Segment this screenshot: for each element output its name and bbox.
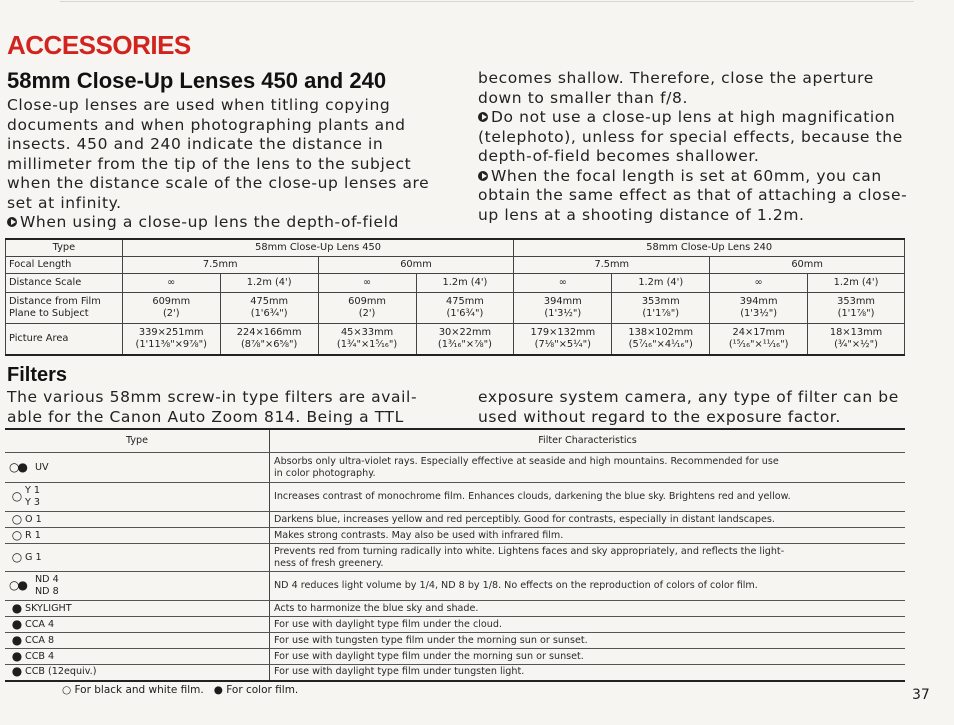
filter-type-cell bbox=[5, 665, 270, 681]
close-up-intro-left bbox=[7, 96, 437, 233]
characteristic-line: Acts to harmonize the blue sky and shade. bbox=[274, 602, 479, 614]
filter-characteristic-cell bbox=[270, 453, 906, 483]
text-line: insects. 450 and 240 indicate the distance in bbox=[7, 135, 384, 153]
bw-and-color-marker-icon: ○● bbox=[9, 578, 26, 592]
page-heading: ACCESSORIES bbox=[7, 30, 191, 60]
bw-film-marker-icon: ○ bbox=[11, 527, 23, 542]
picture-area-cell: 18×13mm (¾"×½") bbox=[808, 324, 905, 356]
bw-film-marker-icon: ○ bbox=[11, 511, 23, 526]
filter-names bbox=[25, 530, 41, 542]
filter-type-cell bbox=[5, 633, 270, 649]
characteristic-line: Prevents red from turning radically into white. Lightens faces and sky appropriately, and reflects the light- bbox=[274, 545, 785, 557]
filter-characteristic-cell bbox=[270, 633, 906, 649]
text-line: when the distance scale of the close-up lenses are bbox=[7, 174, 430, 192]
filter-characteristic-cell bbox=[270, 528, 906, 544]
picture-area-cell: 224×166mm (8⅞"×6⅝") bbox=[220, 324, 318, 356]
filter-row bbox=[5, 544, 905, 572]
text-line: exposure system camera, any type of filter can be bbox=[478, 388, 899, 406]
text-line: able for the Canon Auto Zoom 814. Being a TTL bbox=[7, 407, 404, 426]
filter-name: R 1 bbox=[25, 529, 41, 541]
bw-film-marker-icon: ○ bbox=[11, 549, 23, 564]
filter-name: CCA 8 bbox=[25, 634, 55, 646]
filter-name: CCB (12equiv.) bbox=[25, 666, 97, 678]
text-line: depth-of-field becomes shallower. bbox=[478, 147, 760, 165]
focal-length-label: Focal Length bbox=[6, 257, 123, 274]
filter-type-cell bbox=[5, 601, 270, 617]
picture-area-cell: 339×251mm (1'11⅜"×9⅞") bbox=[122, 324, 220, 356]
filter-name: G 1 bbox=[25, 551, 42, 563]
picture-area-cell: 138×102mm (5⁷⁄₁₆"×4¹⁄₁₆") bbox=[612, 324, 710, 356]
filter-names bbox=[25, 603, 72, 615]
bw-and-color-marker-icon: ○● bbox=[9, 459, 26, 474]
dff-cell: 353mm (1'1⅞") bbox=[612, 293, 710, 324]
filter-type-cell bbox=[5, 572, 270, 601]
text-line: becomes shallow. Therefore, close the aperture bbox=[478, 69, 874, 87]
filter-type-cell bbox=[5, 453, 270, 483]
filter-characteristics-header: Filter Characteristics bbox=[270, 429, 906, 453]
filter-name: ND 8 bbox=[35, 586, 59, 597]
filter-type-cell bbox=[5, 512, 270, 528]
legend-bw: ○ For black and white film. bbox=[62, 684, 204, 696]
top-rule bbox=[60, 1, 914, 2]
filter-characteristic-cell bbox=[270, 544, 906, 572]
distance-value: 1.2m (4') bbox=[220, 274, 318, 293]
filter-row bbox=[5, 601, 905, 617]
bullet-line bbox=[478, 108, 912, 128]
filter-row bbox=[5, 528, 905, 544]
characteristic-line: Makes strong contrasts. May also be used with infrared film. bbox=[274, 529, 564, 541]
dff-cell: 609mm (2') bbox=[318, 293, 416, 324]
filter-names bbox=[25, 485, 40, 509]
filters-title: Filters bbox=[7, 364, 68, 386]
legend bbox=[62, 684, 298, 696]
distance-value: 1.2m (4') bbox=[416, 274, 514, 293]
bullet-line bbox=[7, 213, 437, 233]
characteristic-line: For use with daylight type film under the cloud. bbox=[274, 618, 502, 630]
focal-value: 7.5mm bbox=[122, 257, 318, 274]
characteristic-line: For use with daylight type film under the morning sun or sunset. bbox=[274, 650, 584, 662]
picture-area-label: Picture Area bbox=[6, 324, 123, 356]
filter-row bbox=[5, 512, 905, 528]
arrow-bullet-icon bbox=[478, 171, 488, 181]
filter-type-cell bbox=[5, 528, 270, 544]
filter-row bbox=[5, 617, 905, 633]
legend-color: ● For color film. bbox=[213, 684, 299, 696]
characteristic-line: Darkens blue, increases yellow and red perceptibly. Good for contrasts, especially in distant landscapes. bbox=[274, 513, 775, 525]
text-line: documents and when photographing plants and bbox=[7, 115, 406, 134]
text-line: used without regard to the exposure factor. bbox=[478, 407, 841, 426]
filter-characteristic-cell bbox=[270, 572, 906, 601]
bw-film-marker-icon: ○ bbox=[11, 489, 23, 503]
focal-value: 60mm bbox=[318, 257, 514, 274]
picture-area-cell: 30×22mm (1³⁄₁₆"×⅞") bbox=[416, 324, 514, 356]
filter-characteristic-cell bbox=[270, 617, 906, 633]
dff-cell: 394mm (1'3½") bbox=[514, 293, 612, 324]
distance-value: ∞ bbox=[122, 274, 220, 293]
filter-characteristic-cell bbox=[270, 512, 906, 528]
picture-area-cell: 24×17mm (¹⁵⁄₁₆"×¹¹⁄₁₆") bbox=[710, 324, 808, 356]
filter-row bbox=[5, 665, 905, 681]
filter-row bbox=[5, 633, 905, 649]
filter-names bbox=[25, 635, 54, 647]
text-line: obtain the same effect as that of attaching a close- bbox=[478, 186, 908, 204]
characteristic-line: ND 4 reduces light volume by 1/4, ND 8 by 1/8. No effects on the reproduction of colors of color film. bbox=[274, 580, 758, 591]
filter-name: Y 3 bbox=[25, 497, 41, 508]
distance-value: ∞ bbox=[318, 274, 416, 293]
filters-intro-right bbox=[478, 388, 912, 427]
color-film-marker-icon: ● bbox=[11, 664, 23, 679]
type-header: Type bbox=[6, 239, 123, 257]
filter-type-cell bbox=[5, 617, 270, 633]
distance-value: ∞ bbox=[514, 274, 612, 293]
characteristic-line: ness of fresh greenery. bbox=[274, 557, 384, 569]
dff-cell: 475mm (1'6¾") bbox=[416, 293, 514, 324]
label-line: Distance from Film bbox=[9, 296, 101, 307]
picture-area-cell: 179×132mm (7⅛"×5¼") bbox=[514, 324, 612, 356]
filter-type-cell bbox=[5, 483, 270, 512]
filter-name: O 1 bbox=[25, 513, 42, 525]
filter-characteristic-cell bbox=[270, 665, 906, 681]
text-line: set at infinity. bbox=[7, 193, 122, 212]
distance-value: ∞ bbox=[710, 274, 808, 293]
dff-cell: 609mm (2') bbox=[122, 293, 220, 324]
filter-names bbox=[25, 651, 54, 663]
characteristic-line: For use with daylight type film under tungsten light. bbox=[274, 666, 525, 678]
filter-name: ND 4 bbox=[35, 574, 59, 585]
distance-value: 1.2m (4') bbox=[808, 274, 905, 293]
filter-characteristic-cell bbox=[270, 649, 906, 665]
filter-name: CCB 4 bbox=[25, 650, 55, 662]
filter-name: Y 1 bbox=[25, 485, 41, 496]
distance-from-film-label bbox=[6, 293, 123, 324]
color-film-marker-icon: ● bbox=[11, 648, 23, 663]
filter-rows bbox=[5, 453, 905, 681]
lens-450-header: 58mm Close-Up Lens 450 bbox=[122, 239, 514, 257]
filters-intro-left bbox=[7, 388, 437, 427]
distance-scale-label: Distance Scale bbox=[6, 274, 123, 293]
distance-value: 1.2m (4') bbox=[612, 274, 710, 293]
text-line: (telephoto), unless for special effects, because the bbox=[478, 127, 903, 146]
filter-name: CCA 4 bbox=[25, 618, 55, 630]
filter-names bbox=[25, 552, 42, 564]
filter-names bbox=[25, 666, 96, 678]
lens-240-header: 58mm Close-Up Lens 240 bbox=[514, 239, 905, 257]
filter-name: UV bbox=[35, 461, 49, 473]
filter-type-cell bbox=[5, 649, 270, 665]
text-line: When using a close-up lens the depth-of-field bbox=[20, 213, 399, 231]
label-line: Plane to Subject bbox=[9, 308, 89, 319]
filter-type-header: Type bbox=[5, 429, 270, 453]
filter-type-cell bbox=[5, 544, 270, 572]
filter-name: SKYLIGHT bbox=[25, 602, 72, 614]
text-line: Close-up lenses are used when titling copying bbox=[7, 96, 391, 114]
text-line: down to smaller than f/8. bbox=[478, 88, 688, 107]
filter-characteristic-cell bbox=[270, 483, 906, 512]
color-film-marker-icon: ● bbox=[11, 632, 23, 647]
focal-value: 60mm bbox=[710, 257, 905, 274]
focal-value: 7.5mm bbox=[514, 257, 710, 274]
characteristic-line: For use with tungsten type film under the morning sun or sunset. bbox=[274, 634, 588, 646]
close-up-lens-table bbox=[5, 238, 905, 356]
filter-row bbox=[5, 453, 905, 483]
text-line: up lens at a shooting distance of 1.2m. bbox=[478, 205, 805, 224]
bullet-line bbox=[478, 167, 912, 187]
filter-names bbox=[25, 514, 42, 526]
text-line: The various 58mm screw-in type filters are avail- bbox=[7, 388, 418, 406]
page-number: 37 bbox=[912, 687, 930, 703]
filter-row bbox=[5, 649, 905, 665]
filter-table bbox=[5, 428, 905, 682]
filter-row bbox=[5, 483, 905, 512]
characteristic-line: in color photography. bbox=[274, 467, 376, 479]
text-line: millimeter from the tip of the lens to the subject bbox=[7, 154, 412, 173]
filter-row bbox=[5, 572, 905, 601]
filter-names bbox=[35, 462, 49, 474]
close-up-intro-right bbox=[478, 69, 912, 225]
filter-names bbox=[35, 574, 59, 598]
picture-area-cell: 45×33mm (1¾"×1⁵⁄₁₆") bbox=[318, 324, 416, 356]
close-up-lenses-title: 58mm Close-Up Lenses 450 and 240 bbox=[7, 68, 387, 93]
dff-cell: 394mm (1'3½") bbox=[710, 293, 808, 324]
arrow-bullet-icon bbox=[7, 217, 17, 227]
dff-cell: 475mm (1'6¾") bbox=[220, 293, 318, 324]
characteristic-line: Absorbs only ultra-violet rays. Especially effective at seaside and high mountains. Recommended for use bbox=[274, 455, 779, 467]
text-line: When the focal length is set at 60mm, you can bbox=[491, 166, 882, 185]
color-film-marker-icon: ● bbox=[11, 600, 23, 615]
filter-characteristic-cell bbox=[270, 601, 906, 617]
dff-cell: 353mm (1'1⅞") bbox=[808, 293, 905, 324]
filter-names bbox=[25, 619, 54, 631]
arrow-bullet-icon bbox=[478, 112, 488, 122]
color-film-marker-icon: ● bbox=[11, 616, 23, 631]
characteristic-line: Increases contrast of monochrome film. Enhances clouds, darkening the blue sky. Brightens red and yellow. bbox=[274, 491, 791, 502]
text-line: Do not use a close-up lens at high magnification bbox=[491, 108, 896, 126]
